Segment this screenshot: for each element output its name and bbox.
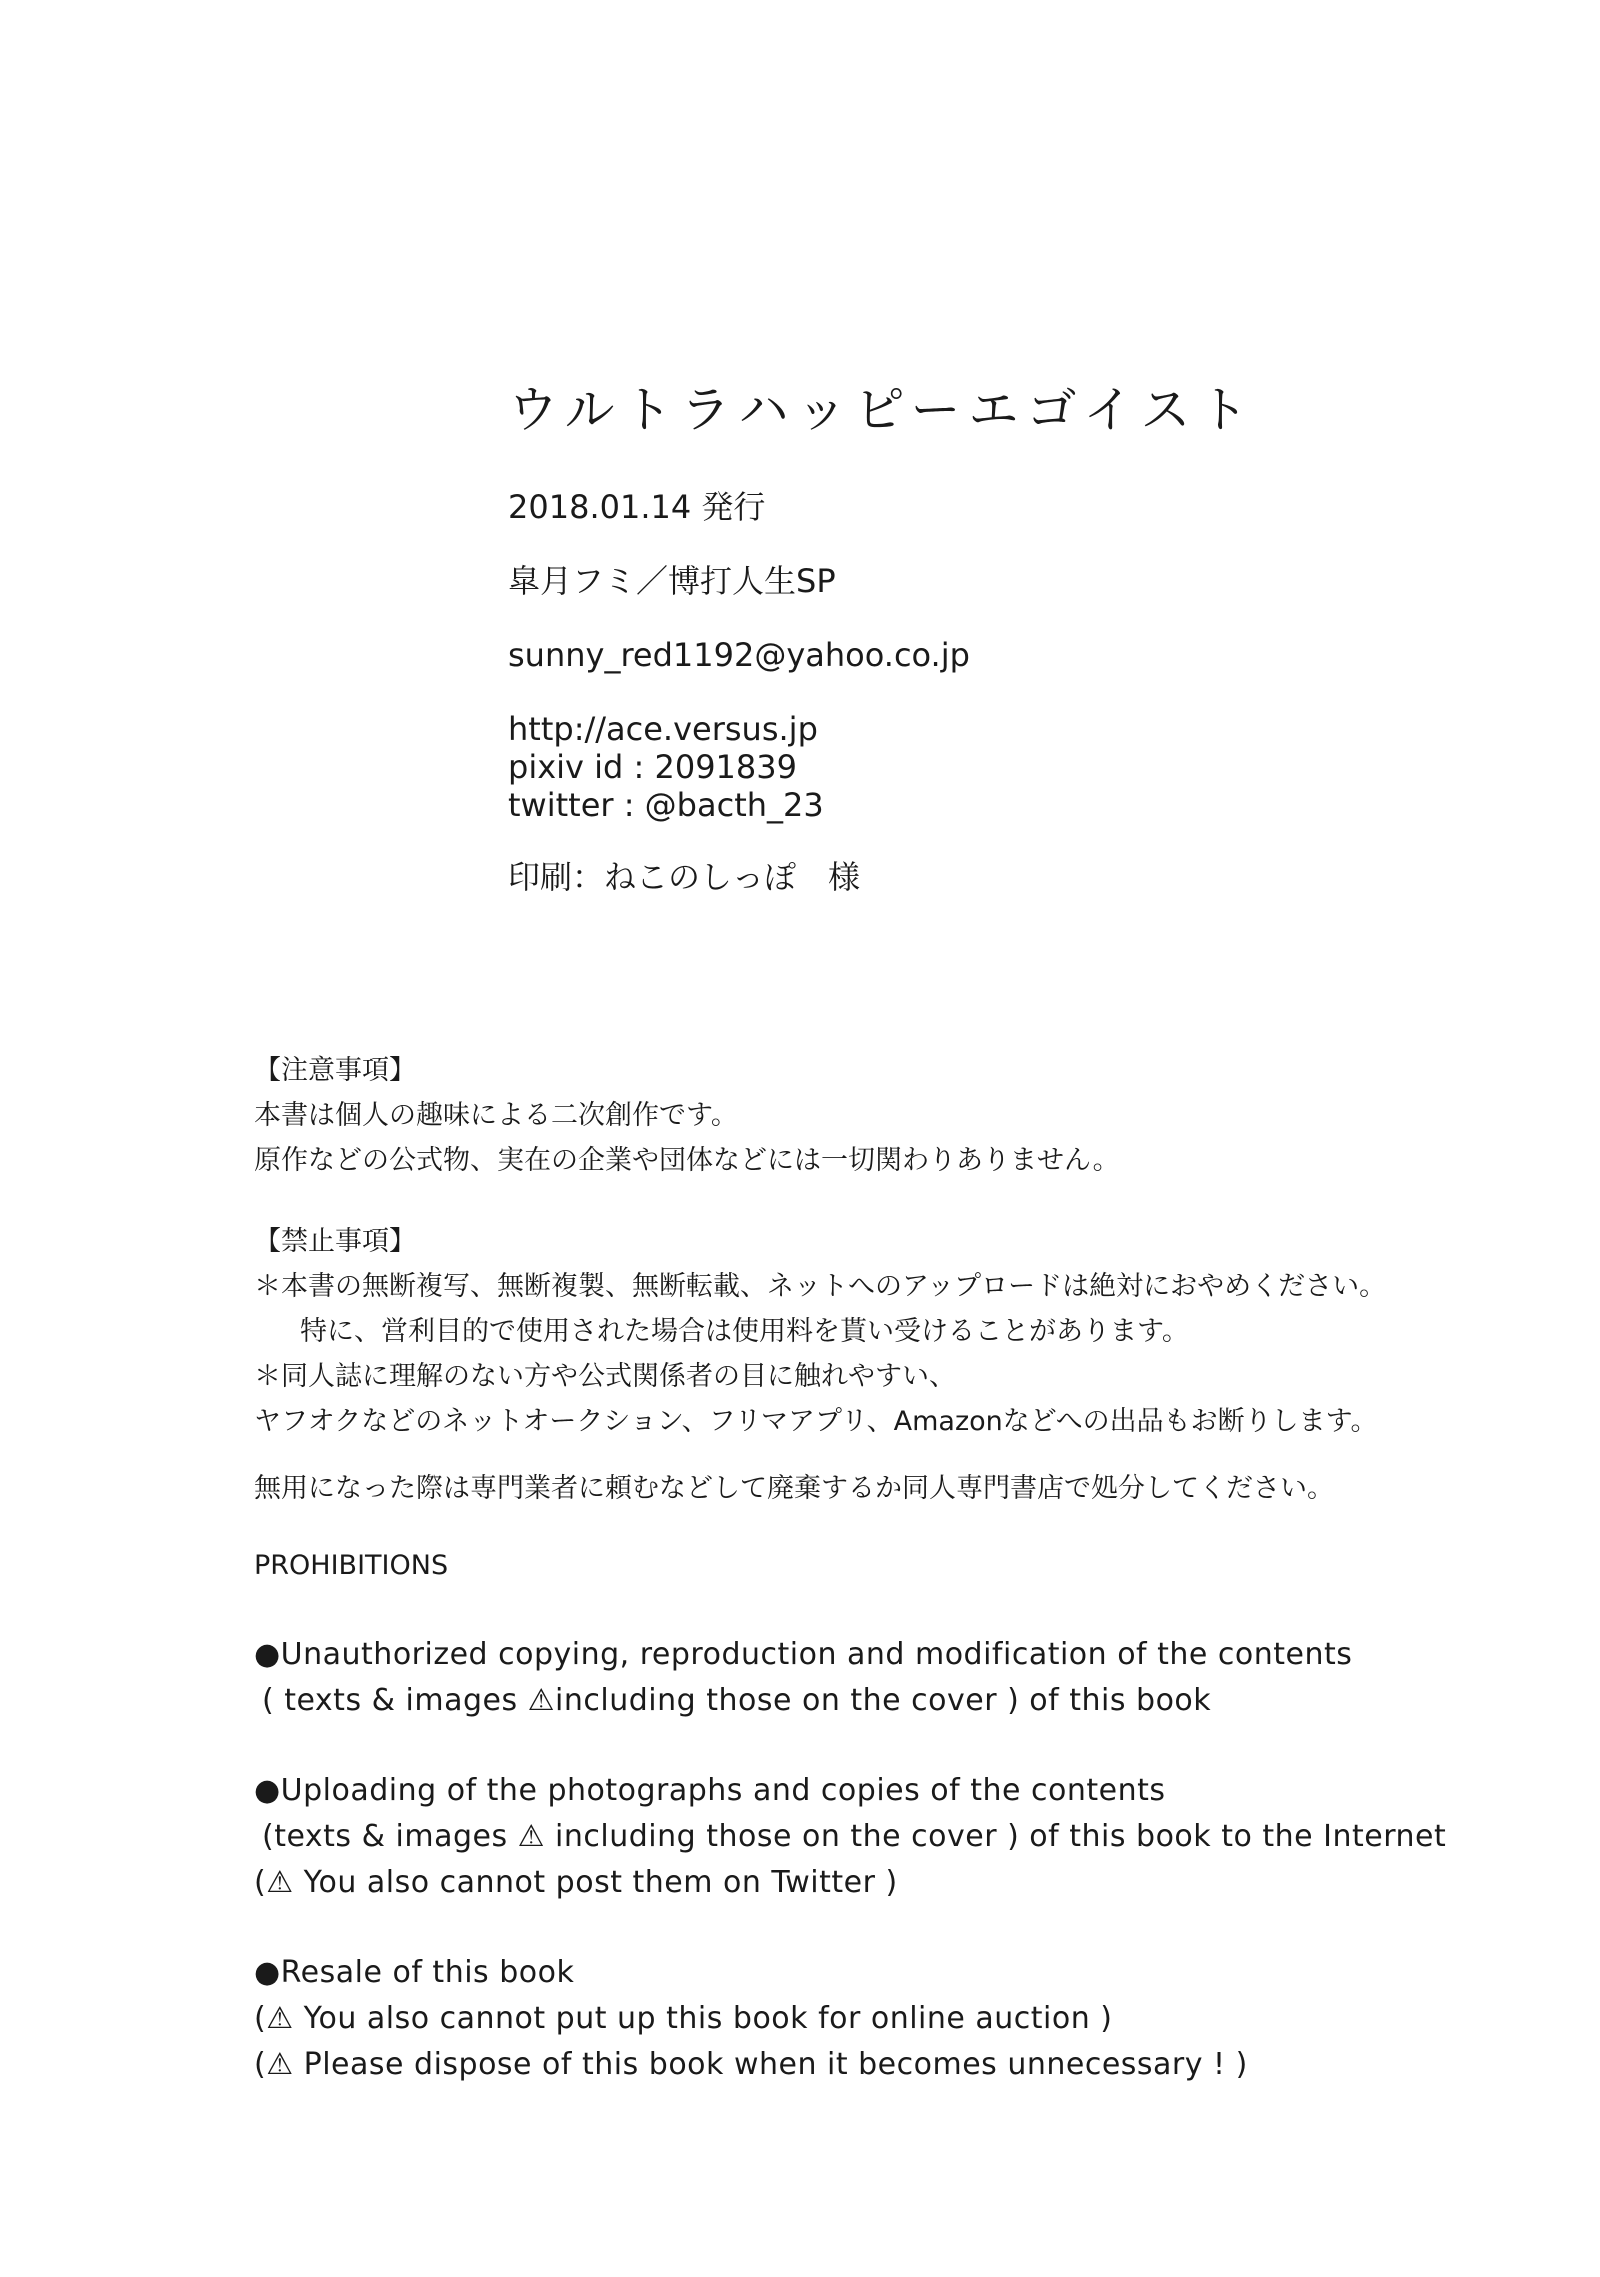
colophon <box>508 380 1408 896</box>
prohibited-heading: 【禁止事項】 <box>254 1226 416 1257</box>
contact-email: sunny_red1192@yahoo.co.jp <box>508 636 970 674</box>
book-title: ウルトラハッピーエゴイスト <box>508 381 1257 439</box>
disposal-note: 無用になった際は専門業者に頼むなどして廃棄するか同人専門書店で処分してください。 <box>254 1473 1334 1504</box>
prohibition-item: ●Resale of this book <box>254 1955 575 1990</box>
prohibition-detail: (texts & images ⚠ including those on the cover ) of this book to the Internet <box>262 1819 1447 1854</box>
notes-line: 本書は個人の趣味による二次創作です。 <box>254 1100 738 1131</box>
website-url: http://ace.versus.jp <box>508 710 818 748</box>
prohibition-item: ●Uploading of the photographs and copies of the contents <box>254 1773 1166 1808</box>
notes-heading: 【注意事項】 <box>254 1055 416 1086</box>
prohibition-item: ●Unauthorized copying, reproduction and modification of the contents <box>254 1637 1353 1672</box>
prohibited-line: ＊同人誌に理解のない方や公式関係者の目に触れやすい、 <box>254 1361 956 1392</box>
prohibited-line: ＊本書の無断複写、無断複製、無断転載、ネットへのアップロードは絶対におやめください。 <box>254 1271 1387 1302</box>
prohibition-detail: ( texts & images ⚠including those on the cover ) of this book <box>262 1683 1212 1718</box>
prohibition-detail: (⚠ You also cannot post them on Twitter ) <box>254 1865 898 1900</box>
notice-section <box>254 1048 1454 2088</box>
printer-credit: 印刷：ねこのしっぽ 様 <box>508 858 861 896</box>
notes-line: 原作などの公式物、実在の企業や団体などには一切関わりありません。 <box>254 1145 1120 1176</box>
prohibited-line: 特に、営利目的で使用された場合は使用料を貰い受けることがあります。 <box>300 1316 1189 1347</box>
author-circle: 皐月フミ／博打人生SP <box>508 562 836 600</box>
twitter-handle: twitter : @bacth_23 <box>508 786 824 824</box>
prohibited-line: ヤフオクなどのネットオークション、フリマアプリ、Amazonなどへの出品もお断りします。 <box>254 1406 1378 1437</box>
pixiv-id: pixiv id : 2091839 <box>508 748 797 786</box>
prohibitions-heading: PROHIBITIONS <box>254 1550 449 1581</box>
prohibition-detail: (⚠ Please dispose of this book when it becomes unnecessary ! ) <box>254 2047 1248 2082</box>
publish-date: 2018.01.14 発行 <box>508 488 766 526</box>
prohibition-detail: (⚠ You also cannot put up this book for online auction ) <box>254 2001 1113 2036</box>
